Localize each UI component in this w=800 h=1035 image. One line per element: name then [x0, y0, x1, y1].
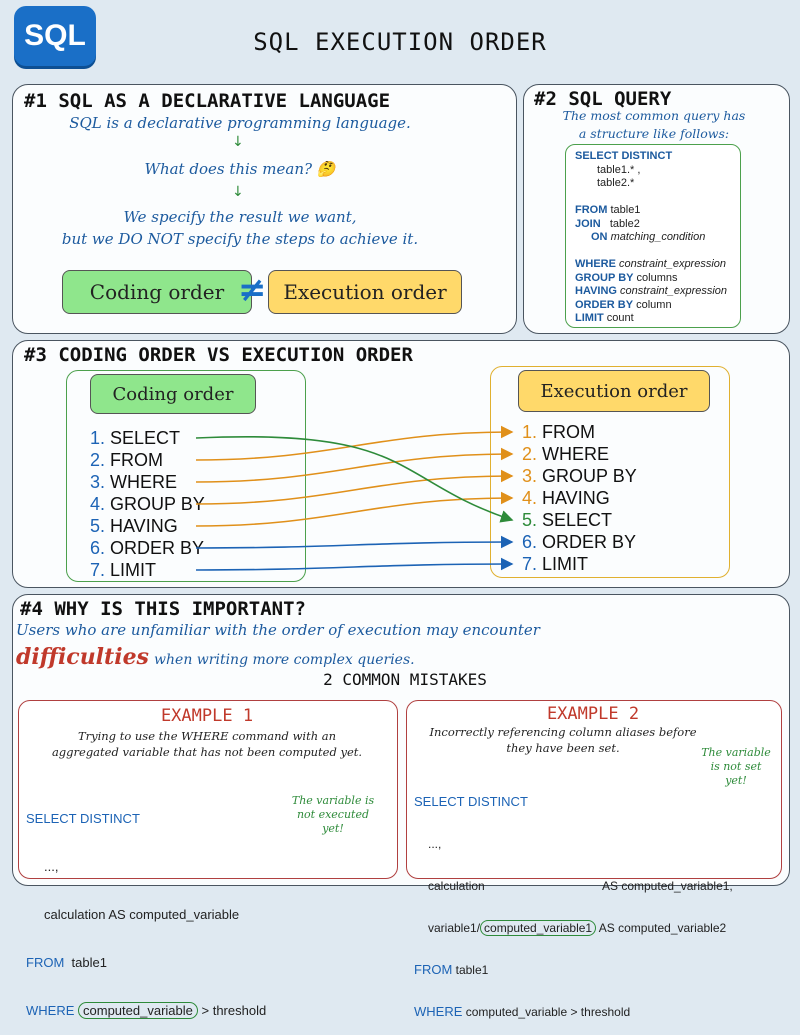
coding-order-label: Coding order [90, 374, 256, 414]
s1-line4: but we DO NOT specify the steps to achieve it. [61, 230, 419, 248]
ex2-alias1: AS computed_variable1, [602, 879, 733, 893]
example-2-note: The variable is not set yet! [701, 746, 771, 787]
execution-order-keyword: WHERE [542, 444, 610, 464]
execution-order-number: 6. [522, 532, 543, 552]
coding-order-keyword: WHERE [110, 472, 178, 492]
kw-group-by: GROUP BY [575, 271, 634, 284]
q-order-value: column [636, 298, 672, 311]
ex2-var1: variable1/ [428, 921, 481, 935]
ex1-select: SELECT DISTINCT [26, 811, 140, 826]
q-table1: table1.* , [597, 163, 641, 176]
order-arrow-limit [196, 564, 512, 570]
example-1-desc1: Trying to use the WHERE command with an [77, 729, 337, 743]
example-1-sql [26, 779, 266, 1035]
ex2-where: WHERE [414, 1004, 463, 1019]
ex1-where: WHERE [26, 1003, 75, 1018]
execution-order-keyword: FROM [542, 422, 596, 442]
execution-order-label: Execution order [518, 370, 710, 412]
execution-order-number: 5. [522, 510, 543, 530]
coding-order-pill: Coding order [62, 270, 252, 314]
ex2-from-value: table1 [455, 963, 489, 977]
q-join-value: table2 [609, 217, 640, 230]
q-group-value: columns [636, 271, 678, 284]
execution-order-pill: Execution order [268, 270, 462, 314]
order-arrow-select [196, 437, 512, 520]
coding-order-keyword: LIMIT [110, 560, 157, 580]
ex1-where-rest: > threshold [201, 1003, 267, 1018]
section-4-header: #4 WHY IS THIS IMPORTANT? [20, 598, 306, 620]
execution-order-keyword: ORDER BY [542, 532, 637, 552]
kw-select: SELECT DISTINCT [575, 150, 673, 162]
kw-on: ON [591, 231, 608, 243]
example-2-sql [414, 767, 733, 1033]
q-limit-value: count [606, 312, 634, 324]
common-mistakes-label: 2 COMMON MISTAKES [323, 670, 487, 689]
ex1-calc: calculation AS computed_variable [44, 907, 240, 922]
execution-order-number: 3. [522, 466, 543, 486]
q-where-value: constraint_expression [619, 258, 727, 270]
ex2-from: FROM [414, 962, 453, 977]
order-arrow-order-by [196, 542, 512, 548]
ex1-where-var: computed_variable [78, 1002, 198, 1019]
section-3-header: #3 CODING ORDER VS EXECUTION ORDER [24, 344, 413, 366]
page-title: SQL EXECUTION ORDER [253, 28, 547, 56]
execution-order-keyword: GROUP BY [542, 466, 637, 486]
coding-order-number: 3. [90, 472, 111, 492]
kw-limit: LIMIT [575, 312, 604, 324]
coding-order-keyword: GROUP BY [110, 494, 205, 514]
s1-line2: What does this mean? 🤔 [144, 160, 336, 178]
kw-from: FROM [575, 204, 608, 216]
execution-order-keyword: HAVING [542, 488, 610, 508]
arrow-down-icon: ↓ [232, 184, 244, 200]
kw-join: JOIN [575, 217, 601, 230]
s1-line3: We specify the result we want, [123, 208, 357, 226]
q-on-value: matching_condition [610, 231, 706, 243]
q-having-value: constraint_expression [620, 285, 728, 297]
kw-having: HAVING [575, 285, 617, 297]
ex2-calc: calculation [428, 879, 485, 893]
s2-intro2: a structure like follows: [578, 126, 730, 141]
execution-order-number: 2. [522, 444, 543, 464]
coding-order-keyword: ORDER BY [110, 538, 205, 558]
s4-intro1: Users who are unfamiliar with the order of execution may encounter [16, 621, 540, 639]
s1-line1: SQL is a declarative programming language. [69, 114, 411, 132]
ex2-where-value: computed_variable > threshold [465, 1005, 631, 1019]
ex1-from-value: table1 [71, 955, 107, 970]
execution-order-number: 4. [522, 488, 543, 508]
execution-order-number: 1. [522, 422, 543, 442]
example-1-title: EXAMPLE 1 [160, 706, 254, 726]
coding-order-keyword: HAVING [110, 516, 178, 536]
arrow-down-icon: ↓ [232, 134, 244, 150]
example-2-desc2: they have been set. [506, 741, 620, 755]
ex1-dots: ..., [44, 859, 59, 874]
not-equal-icon: ≠ [238, 270, 267, 310]
coding-order-number: 2. [90, 450, 111, 470]
ex2-computed-var: computed_variable1 [480, 920, 596, 936]
kw-order-by: ORDER BY [575, 298, 634, 311]
section-2-header: #2 SQL QUERY [534, 88, 672, 110]
sql-logo: SQL [14, 6, 96, 66]
ex2-select: SELECT DISTINCT [414, 794, 528, 809]
section-1-header: #1 SQL AS A DECLARATIVE LANGUAGE [24, 90, 391, 112]
coding-order-number: 7. [90, 560, 111, 580]
coding-order-number: 1. [90, 428, 111, 448]
example-2-title: EXAMPLE 2 [546, 704, 640, 724]
difficulties-word: difficulties [16, 644, 149, 670]
q-from-value: table1 [610, 204, 641, 216]
example-1-desc2: aggregated variable that has not been computed yet. [51, 745, 363, 759]
ex1-from: FROM [26, 955, 65, 970]
example-1-note: The variable is not executed yet! [291, 794, 375, 835]
q-table2: table2.* [597, 177, 635, 189]
ex2-dots: ..., [428, 837, 442, 851]
execution-order-keyword: LIMIT [542, 554, 589, 574]
execution-order-number: 7. [522, 554, 543, 574]
execution-order-keyword: SELECT [542, 510, 613, 530]
coding-order-number: 4. [90, 494, 111, 514]
kw-where: WHERE [575, 258, 616, 270]
s4-intro2: when writing more complex queries. [154, 652, 415, 668]
ex2-alias2: AS computed_variable2 [598, 921, 727, 935]
coding-order-keyword: SELECT [110, 428, 181, 448]
coding-order-keyword: FROM [110, 450, 164, 470]
coding-order-number: 6. [90, 538, 111, 558]
s4-intro-line2 [16, 644, 415, 670]
example-2-desc1: Incorrectly referencing column aliases before [429, 725, 697, 739]
coding-order-number: 5. [90, 516, 111, 536]
s2-intro1: The most common query has [562, 108, 746, 123]
